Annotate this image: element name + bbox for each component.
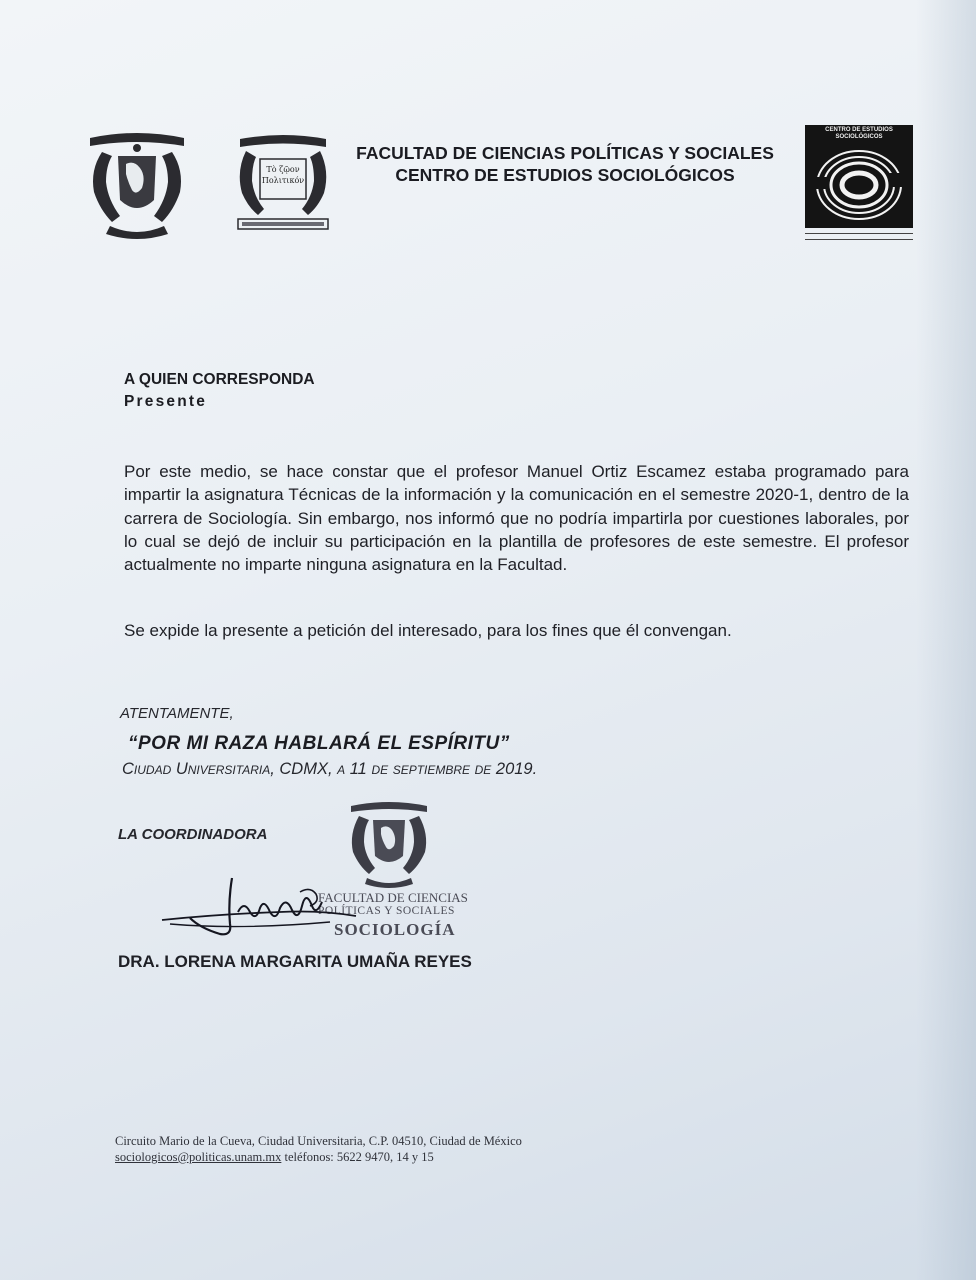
date-year: 2019 (495, 760, 533, 778)
letterhead-line1: FACULTAD DE CIENCIAS POLÍTICAS Y SOCIALES (356, 143, 774, 163)
signer-name: DRA. LORENA MARGARITA UMAÑA REYES (118, 952, 472, 971)
ces-logo-icon (805, 125, 913, 255)
ces-logo-title-line2: SOCIOLÓGICOS (835, 134, 883, 140)
footer-address: Circuito Mario de la Cueva, Ciudad Universitaria, C.P. 04510, Ciudad de México (115, 1134, 522, 1148)
ces-logo-box (805, 125, 913, 228)
date-prefix: Ciudad Universitaria, CDMX, a (122, 760, 350, 778)
fcpys-seal-motto (260, 164, 306, 186)
ces-logo-caption (805, 233, 913, 245)
letterhead-title (330, 142, 800, 186)
fcpys-seal-motto-line1: Τὸ ζῷον (266, 165, 300, 174)
presente: Presente (124, 393, 208, 410)
stamp-line3: SOCIOLOGÍA (334, 920, 456, 939)
fcpys-seal-motto-line2: Πολιτικόν (261, 176, 305, 185)
footer-contact (115, 1149, 522, 1165)
date-suffix: . (532, 760, 538, 778)
unam-seal-icon (82, 130, 192, 242)
date-middle: de septiembre de (366, 760, 496, 778)
footer (115, 1133, 522, 1165)
footer-phones: teléfonos: 5622 9470, 14 y 15 (281, 1150, 434, 1164)
addressee-block (124, 369, 315, 413)
closing-atentamente: ATENTAMENTE, (120, 705, 234, 722)
closing-date (122, 760, 537, 779)
signer-role: LA COORDINADORA (118, 826, 268, 843)
handwritten-signature (160, 872, 360, 944)
body-paragraph-2: Se expide la presente a petición del interesado, para los fines que él convengan. (124, 621, 732, 640)
ces-logo-title (805, 127, 913, 141)
addressee: A QUIEN CORRESPONDA (124, 371, 315, 388)
stamp-line1: FACULTAD DE CIENCIAS (318, 890, 468, 905)
ces-logo-rings-icon (811, 143, 907, 223)
closing-motto: “POR MI RAZA HABLARÁ EL ESPÍRITU” (128, 733, 510, 754)
ces-logo-title-line1: CENTRO DE ESTUDIOS (825, 127, 893, 133)
footer-email-link[interactable]: sociologicos@politicas.unam.mx (115, 1150, 282, 1164)
body-paragraph-1: Por este medio, se hace constar que el profesor Manuel Ortiz Escamez estaba programado para impartir la asignatura Técnicas de la información y la comunicación en el semestre 2020-1, dentro de la carrera de Sociología. Sin embargo, nos informó que no podría impartirla por cuestiones laborales, por lo cual se dejó de incluir su participación en la plantilla de profesores de este semestre. El profesor actualmente no imparte ninguna asignatura en la Facultad. (124, 462, 909, 575)
stamp-line2: POLÍTICAS Y SOCIALES (318, 905, 455, 917)
letterhead-line2: CENTRO DE ESTUDIOS SOCIOLÓGICOS (395, 165, 735, 185)
date-day: 11 (349, 760, 367, 778)
